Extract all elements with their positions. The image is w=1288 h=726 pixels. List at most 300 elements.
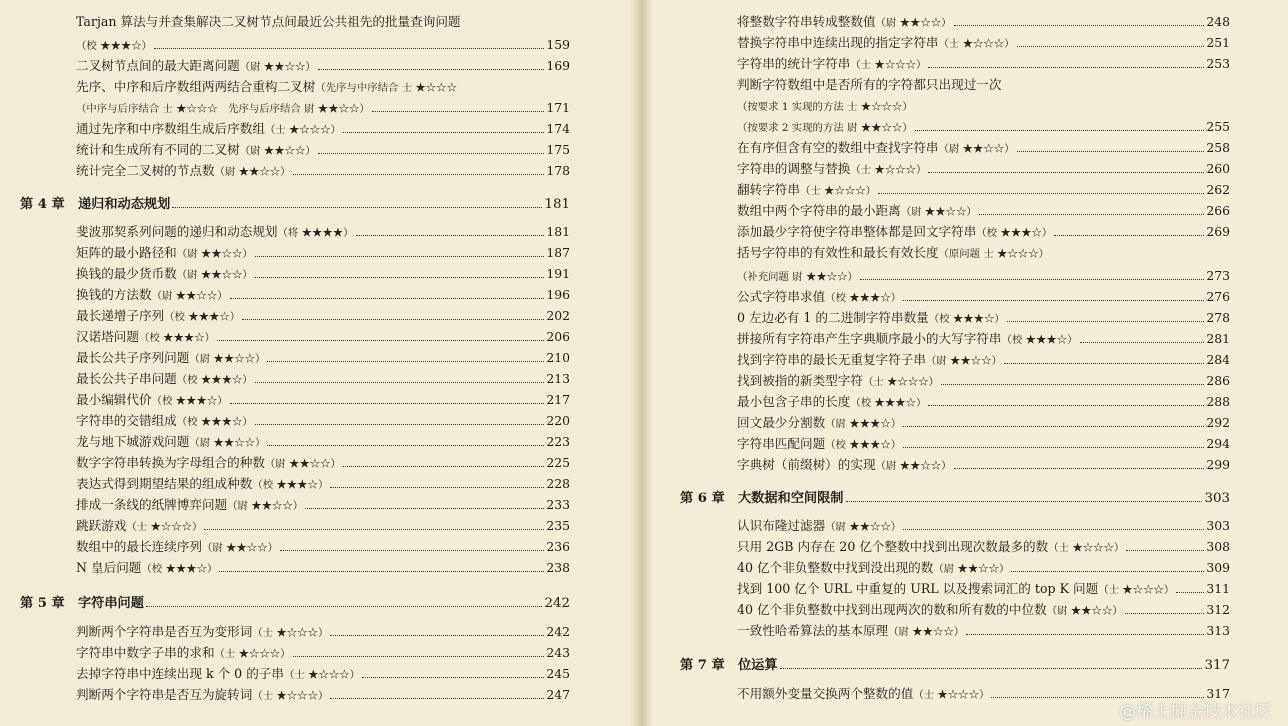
entry-text: 字符串的交错组成 — [76, 413, 177, 428]
page-number: 281 — [1206, 331, 1230, 346]
entry-title — [737, 77, 1001, 92]
leader-dots — [343, 132, 544, 133]
difficulty-rating: （中序与后序结合 士 ★☆☆☆ 先序与后序结合 尉 ★★☆☆） — [76, 103, 370, 115]
toc-entry — [76, 368, 570, 389]
entry-title — [20, 593, 144, 614]
leader-dots — [1125, 613, 1205, 614]
entry-title — [20, 194, 170, 215]
entry-text: 矩阵的最小路径和 — [76, 245, 177, 260]
difficulty-rating: （尉 ★★☆☆） — [900, 206, 977, 218]
entry-title — [76, 242, 253, 265]
difficulty-rating: （尉 ★★☆☆） — [176, 248, 253, 260]
leader-dots — [1176, 592, 1204, 593]
difficulty-rating: （尉 ★★☆☆） — [189, 437, 266, 449]
leader-dots — [941, 384, 1204, 385]
page-number: 178 — [546, 163, 570, 178]
difficulty-rating: （校 ★★★☆） — [850, 397, 927, 409]
entry-title — [76, 347, 265, 370]
leader-dots — [780, 668, 1203, 669]
page-number: 210 — [546, 350, 570, 365]
toc-entry — [737, 307, 1230, 328]
entry-text: 统计和生成所有不同的二叉树 — [76, 142, 240, 157]
entry-title — [737, 98, 913, 113]
leader-dots — [1126, 550, 1204, 551]
entry-title — [737, 391, 926, 414]
leader-dots — [966, 634, 1204, 635]
difficulty-rating: （士 ★☆☆☆） — [264, 124, 341, 136]
entry-title — [737, 53, 926, 76]
entry-text: 字符串中数字子串的求和 — [76, 645, 215, 660]
difficulty-rating: （将 ★★★★） — [277, 227, 354, 239]
toc-entry — [76, 473, 570, 494]
entry-title — [76, 494, 303, 517]
page-number: 253 — [1206, 56, 1230, 71]
entry-text: 找到字符串的最长无重复字符子串 — [737, 352, 926, 367]
entry-title — [76, 263, 253, 286]
leader-dots — [860, 279, 1204, 280]
leader-dots — [255, 256, 545, 257]
toc-entry — [737, 74, 1001, 95]
page-number: 187 — [546, 245, 570, 260]
toc-entry — [76, 410, 570, 431]
leader-dots — [318, 153, 545, 154]
page-number: 233 — [546, 497, 570, 512]
toc-entry — [76, 642, 570, 663]
toc-entry — [737, 515, 1230, 536]
difficulty-rating: （尉 ★★☆☆） — [888, 626, 965, 638]
toc-entry — [737, 95, 913, 116]
chapter-entry — [20, 194, 570, 215]
entry-title — [680, 488, 844, 509]
entry-title — [737, 137, 1015, 160]
toc-entry — [76, 536, 570, 557]
leader-dots — [255, 277, 545, 278]
entry-text: 翻转字符串 — [737, 182, 800, 197]
entry-title — [737, 620, 964, 643]
difficulty-rating: （先序与中序结合 士 ★☆☆☆ — [315, 82, 457, 94]
toc-entry — [76, 557, 570, 578]
leader-dots — [846, 501, 1203, 502]
difficulty-rating: （校 ★★★☆） — [1001, 334, 1078, 346]
page-number: 223 — [546, 434, 570, 449]
entry-text: 统计完全二叉树的节点数 — [76, 163, 215, 178]
entry-text: 40 亿个非负整数中找到没出现的数 — [737, 560, 934, 575]
entry-text: 通过先序和中序数组生成后序数组 — [76, 121, 265, 136]
leader-dots — [330, 487, 544, 488]
toc-entry — [76, 55, 570, 76]
leader-dots — [1017, 46, 1205, 47]
page-number: 308 — [1206, 539, 1230, 554]
page-number: 317 — [1204, 658, 1230, 673]
page-number: 284 — [1206, 352, 1230, 367]
entry-text: 判断两个字符串是否互为旋转词 — [76, 687, 253, 702]
entry-text: 找到 100 亿个 URL 中重复的 URL 以及搜索词汇的 top K 问题 — [737, 581, 1099, 596]
leader-dots — [878, 193, 1204, 194]
entry-text: 数组中的最长连续序列 — [76, 539, 202, 554]
difficulty-rating: （尉 ★★☆☆） — [176, 269, 253, 281]
entry-text: 字符串的调整与替换 — [737, 161, 851, 176]
toc-entry — [737, 221, 1230, 242]
toc-entry — [76, 76, 457, 97]
toc-entry — [76, 11, 461, 32]
page-number: 217 — [546, 392, 570, 407]
difficulty-rating: （尉 ★★☆☆） — [239, 61, 316, 73]
leader-dots — [330, 698, 544, 699]
leader-dots — [362, 677, 544, 678]
leader-dots — [903, 529, 1204, 530]
toc-entry — [737, 200, 1230, 221]
difficulty-rating: （尉 ★★☆☆） — [825, 521, 902, 533]
page-number: 255 — [1206, 119, 1230, 134]
entry-title — [737, 265, 858, 288]
entry-title — [76, 536, 278, 559]
right-page — [640, 0, 1288, 726]
page-number: 169 — [546, 58, 570, 73]
chapter-entry — [20, 593, 570, 614]
page-number: 309 — [1206, 560, 1230, 575]
page-number: 245 — [546, 666, 570, 681]
leader-dots — [1080, 342, 1205, 343]
leader-dots — [293, 174, 545, 175]
difficulty-rating: （士 ★☆☆☆） — [799, 185, 877, 197]
leader-dots — [928, 67, 1204, 68]
toc-entry — [737, 412, 1230, 433]
difficulty-rating: （按要求 1 实现的方法 士 ★☆☆☆） — [737, 101, 913, 113]
toc-entry — [76, 431, 570, 452]
difficulty-rating: （尉 ★★☆☆） — [875, 460, 952, 472]
leader-dots — [230, 403, 545, 404]
difficulty-rating: （尉 ★★☆☆） — [214, 166, 291, 178]
entry-text: 替换字符串中连续出现的指定字符串 — [737, 35, 939, 50]
difficulty-rating: （尉 ★★☆☆） — [201, 542, 278, 554]
toc-entry — [737, 328, 1230, 349]
entry-title — [737, 245, 1049, 260]
entry-text: 去掉字符串中连续出现 k 个 0 的子串 — [76, 666, 284, 681]
toc-entry — [76, 305, 570, 326]
entry-text: 龙与地下城游戏问题 — [76, 434, 190, 449]
toc-entry — [76, 663, 570, 684]
page-number: 242 — [544, 596, 570, 611]
chapter-title: 大数据和空间限制 — [738, 491, 844, 506]
entry-title — [680, 655, 778, 676]
difficulty-rating: （士 ★☆☆☆） — [252, 627, 329, 639]
entry-text: 一致性哈希算法的基本原理 — [737, 623, 889, 638]
page-number: 213 — [546, 371, 570, 386]
page-number: 238 — [546, 560, 570, 575]
page-number: 288 — [1206, 394, 1230, 409]
toc-entry — [76, 621, 570, 642]
difficulty-rating: （士 ★☆☆☆） — [850, 59, 927, 71]
toc-entry — [76, 221, 570, 242]
page-number: 299 — [1206, 457, 1230, 472]
page-number: 251 — [1206, 35, 1230, 50]
chapter-entry — [680, 655, 1230, 676]
leader-dots — [255, 424, 545, 425]
leader-dots — [280, 550, 544, 551]
entry-text: 数字字符串转换为字母组合的种数 — [76, 455, 265, 470]
chapter-title: 字符串问题 — [78, 596, 144, 611]
leader-dots — [146, 606, 543, 607]
leader-dots — [1017, 151, 1205, 152]
page-number: 171 — [546, 100, 570, 115]
difficulty-rating: （校 ★★★☆） — [176, 374, 253, 386]
difficulty-rating: （士 ★☆☆☆） — [252, 690, 329, 702]
entry-title — [76, 305, 240, 328]
entry-title — [737, 578, 1174, 601]
page-number: 262 — [1206, 182, 1230, 197]
page-number: 202 — [546, 308, 570, 323]
entry-text: 添加最少字符使字符串整体都是回文字符串 — [737, 224, 977, 239]
difficulty-rating: （士 ★☆☆☆） — [862, 376, 939, 388]
toc-entry — [76, 515, 570, 536]
page-number: 206 — [546, 329, 570, 344]
toc-entry — [76, 118, 570, 139]
toc-entry — [737, 599, 1230, 620]
page-number: 273 — [1206, 268, 1230, 283]
difficulty-rating: （尉 ★★☆☆） — [227, 500, 304, 512]
leader-dots — [267, 445, 544, 446]
chapter-title: 位运算 — [738, 658, 778, 673]
difficulty-rating: （尉 ★★☆☆） — [239, 145, 316, 157]
toc-entry — [76, 284, 570, 305]
difficulty-rating: （尉 ★★☆☆） — [875, 17, 952, 29]
toc-entry — [737, 11, 1230, 32]
difficulty-rating: （尉 ★★☆☆） — [925, 355, 1002, 367]
left-page — [0, 0, 640, 726]
entry-title — [737, 286, 901, 309]
page-number: 278 — [1206, 310, 1230, 325]
entry-title — [76, 663, 360, 686]
leader-dots — [204, 529, 544, 530]
toc-entry — [76, 452, 570, 473]
leader-dots — [219, 571, 544, 572]
entry-text: 先序、中序和后序数组两两结合重构二叉树 — [76, 79, 316, 94]
page-number: 181 — [544, 197, 570, 212]
difficulty-rating: （校 ★★★☆） — [76, 40, 153, 52]
difficulty-rating: （校 ★★★☆） — [141, 563, 218, 575]
entry-text: 字符串匹配问题 — [737, 436, 826, 451]
toc-entry — [737, 620, 1230, 641]
entry-title — [76, 621, 328, 644]
entry-text: 跳跃游戏 — [76, 518, 127, 533]
entry-title — [76, 118, 341, 141]
entry-title — [737, 557, 1009, 580]
page-number: 286 — [1206, 373, 1230, 388]
entry-text: 判断两个字符串是否互为变形词 — [76, 624, 253, 639]
page-number: 175 — [546, 142, 570, 157]
toc-entry — [737, 179, 1230, 200]
toc-entry — [76, 160, 570, 181]
entry-title — [76, 515, 202, 538]
difficulty-rating: （尉 ★★★☆） — [825, 418, 902, 430]
difficulty-rating: （补充问题 尉 ★★☆☆） — [737, 271, 858, 283]
page-number: 269 — [1206, 224, 1230, 239]
toc-entry — [76, 389, 570, 410]
toc-entry — [76, 97, 570, 118]
entry-text: 最长公共子串问题 — [76, 371, 177, 386]
page-number: 303 — [1204, 491, 1230, 506]
entry-title — [737, 433, 901, 456]
difficulty-rating: （尉 ★★☆☆） — [933, 563, 1010, 575]
chapter-number: 第 5 章 — [20, 596, 65, 611]
toc-entry — [737, 242, 1049, 263]
entry-title — [76, 55, 316, 78]
toc-entry — [737, 578, 1230, 599]
page-number: 235 — [546, 518, 570, 533]
entry-title — [737, 349, 1002, 372]
entry-title — [76, 368, 253, 391]
entry-title — [737, 599, 1123, 622]
leader-dots — [928, 405, 1204, 406]
entry-title — [737, 307, 1005, 330]
entry-text: 认识布隆过滤器 — [737, 518, 826, 533]
leader-dots — [267, 361, 544, 362]
toc-entry — [76, 684, 570, 705]
difficulty-rating: （校 ★★★☆） — [825, 439, 902, 451]
entry-title — [76, 14, 461, 29]
entry-title — [76, 557, 217, 580]
page-number: 243 — [546, 645, 570, 660]
leader-dots — [330, 635, 544, 636]
watermark: @稀土掘金技术社区 — [1119, 702, 1272, 722]
page-number: 220 — [546, 413, 570, 428]
entry-text: 拼接所有字符串产生字典顺序最小的大写字符串 — [737, 331, 1002, 346]
difficulty-rating: （士 ★☆☆☆） — [850, 164, 927, 176]
entry-text: 回文最少分割数 — [737, 415, 826, 430]
page-number: 276 — [1206, 289, 1230, 304]
leader-dots — [356, 235, 545, 236]
difficulty-rating: （尉 ★★☆☆） — [189, 353, 266, 365]
difficulty-rating: （校 ★★★☆） — [138, 332, 216, 344]
entry-text: 0 左边必有 1 的二进制字符串数量 — [737, 310, 929, 325]
difficulty-rating: （士 ★☆☆☆） — [214, 648, 291, 660]
entry-text: 字典树（前缀树）的实现 — [737, 457, 876, 472]
difficulty-rating: （校 ★★★☆） — [252, 479, 329, 491]
entry-title — [76, 221, 354, 244]
toc-entry — [76, 263, 570, 284]
entry-text: 最长递增子序列 — [76, 308, 165, 323]
difficulty-rating: （校 ★★★☆） — [928, 313, 1005, 325]
toc-entry — [76, 494, 570, 515]
leader-dots — [1054, 235, 1204, 236]
difficulty-rating: （校 ★★★☆） — [176, 416, 253, 428]
entry-text: 40 亿个非负整数中找到出现两次的数和所有数的中位数 — [737, 602, 1047, 617]
entry-title — [737, 11, 952, 34]
page-number: 317 — [1206, 686, 1230, 701]
toc-entry — [737, 53, 1230, 74]
leader-dots — [230, 298, 545, 299]
toc-entry — [76, 242, 570, 263]
toc-entry — [737, 433, 1230, 454]
entry-text: 汉诺塔问题 — [76, 329, 139, 344]
entry-title — [737, 454, 952, 477]
entry-title — [737, 515, 901, 538]
entry-title — [737, 116, 913, 139]
toc-entry — [737, 116, 1230, 137]
chapter-number: 第 4 章 — [20, 197, 65, 212]
leader-dots — [172, 207, 542, 208]
entry-title — [76, 684, 328, 707]
entry-text: 数组中两个字符串的最小距离 — [737, 203, 901, 218]
page-number: 225 — [546, 455, 570, 470]
entry-text: 最小包含子串的长度 — [737, 394, 851, 409]
difficulty-rating: （校 ★★★☆） — [164, 311, 241, 323]
entry-title — [76, 79, 457, 94]
entry-title — [76, 473, 328, 496]
chapter-number: 第 6 章 — [680, 491, 725, 506]
leader-dots — [255, 382, 545, 383]
difficulty-rating: （士 ★☆☆☆） — [1098, 584, 1175, 596]
difficulty-rating: （校 ★★★☆） — [976, 227, 1053, 239]
entry-title — [737, 536, 1124, 559]
entry-title — [76, 642, 291, 665]
book-gutter — [630, 0, 652, 726]
toc-entry — [76, 34, 570, 55]
difficulty-rating: （士 ★☆☆☆） — [126, 521, 203, 533]
page-number: 191 — [546, 266, 570, 281]
leader-dots — [979, 214, 1205, 215]
entry-text: 将整数字符串转成整数值 — [737, 14, 876, 29]
entry-text: 括号字符串的有效性和最长有效长度 — [737, 245, 939, 260]
entry-text: 字符串的统计字符串 — [737, 56, 851, 71]
leader-dots — [217, 340, 544, 341]
leader-dots — [903, 426, 1204, 427]
page-number: 236 — [546, 539, 570, 554]
difficulty-rating: （士 ★☆☆☆） — [1048, 542, 1125, 554]
entry-title — [737, 179, 876, 202]
entry-text: 表达式得到期望结果的组成种数 — [76, 476, 253, 491]
entry-title — [737, 370, 939, 393]
leader-dots — [1007, 321, 1205, 322]
toc-entry — [737, 32, 1230, 53]
toc-entry — [76, 139, 570, 160]
leader-dots — [372, 111, 545, 112]
entry-text: 判断字符数组中是否所有的字符都只出现过一次 — [737, 77, 1002, 92]
toc-entry — [737, 454, 1230, 475]
leader-dots — [954, 468, 1205, 469]
toc-entry — [737, 158, 1230, 179]
leader-dots — [903, 447, 1204, 448]
entry-title — [76, 389, 228, 412]
page-number: 266 — [1206, 203, 1230, 218]
page-number: 196 — [546, 287, 570, 302]
leader-dots — [343, 466, 544, 467]
entry-text: 最小编辑代价 — [76, 392, 152, 407]
difficulty-rating: （校 ★★★☆） — [825, 292, 902, 304]
page-number: 292 — [1206, 415, 1230, 430]
page-number: 159 — [546, 37, 570, 52]
entry-title — [76, 452, 341, 475]
entry-text: 换钱的方法数 — [76, 287, 152, 302]
difficulty-rating: （原问题 士 ★☆☆☆） — [938, 248, 1050, 260]
difficulty-rating: （士 ★☆☆☆） — [913, 689, 990, 701]
toc-entry — [737, 265, 1230, 286]
leader-dots — [928, 172, 1204, 173]
leader-dots — [915, 130, 1205, 131]
entry-title — [76, 160, 291, 183]
entry-text: 最长公共子序列问题 — [76, 350, 190, 365]
entry-title — [737, 412, 901, 435]
leader-dots — [318, 69, 545, 70]
entry-text: 只用 2GB 内存在 20 亿个整数中找到出现次数最多的数 — [737, 539, 1049, 554]
page-number: 311 — [1206, 581, 1230, 596]
leader-dots — [903, 300, 1204, 301]
leader-dots — [242, 319, 544, 320]
chapter-number: 第 7 章 — [680, 658, 725, 673]
entry-title — [737, 158, 926, 181]
entry-title — [76, 34, 152, 57]
entry-text: N 皇后问题 — [76, 560, 142, 575]
